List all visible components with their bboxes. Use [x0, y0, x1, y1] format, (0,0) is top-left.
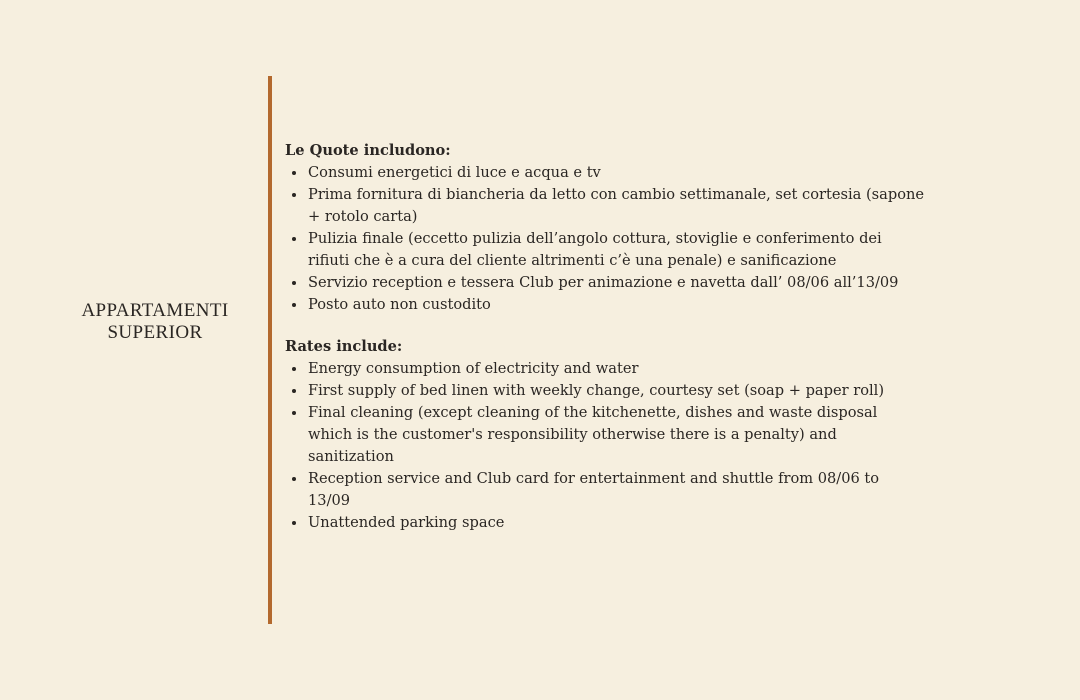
title-line-1: APPARTAMENTI: [81, 300, 229, 321]
inclusions-content: [285, 140, 925, 534]
list-item: Consumi energetici di luce e acqua e tv: [285, 162, 925, 184]
list-item: Reception service and Club card for entertainment and shuttle from 08/06 to 13/09: [285, 468, 925, 512]
italian-section: [285, 140, 925, 316]
english-list: [285, 358, 925, 534]
list-item: Prima fornitura di biancheria da letto con cambio settimanale, set cortesia (sapone + rotolo carta): [285, 184, 925, 228]
title-line-2: SUPERIOR: [107, 322, 203, 343]
italian-heading: Le Quote includono:: [285, 142, 451, 159]
italian-list: [285, 162, 925, 316]
vertical-divider: [268, 76, 272, 624]
list-item: Pulizia finale (eccetto pulizia dell’angolo cottura, stoviglie e conferimento dei rifiuti che è a cura del cliente altrimenti c’è una penale) e sanificazione: [285, 228, 925, 272]
english-heading: Rates include:: [285, 338, 403, 355]
list-item: Unattended parking space: [285, 512, 925, 534]
list-item: Posto auto non custodito: [285, 294, 925, 316]
list-item: First supply of bed linen with weekly change, courtesy set (soap + paper roll): [285, 380, 925, 402]
list-item: Energy consumption of electricity and water: [285, 358, 925, 380]
list-item: Final cleaning (except cleaning of the kitchenette, dishes and waste disposal which is the customer's responsibility otherwise there is a penalty) and sanitization: [285, 402, 925, 468]
list-item: Servizio reception e tessera Club per animazione e navetta dall’ 08/06 all’13/09: [285, 272, 925, 294]
apartment-type-title: [55, 300, 255, 344]
english-section: [285, 336, 925, 534]
